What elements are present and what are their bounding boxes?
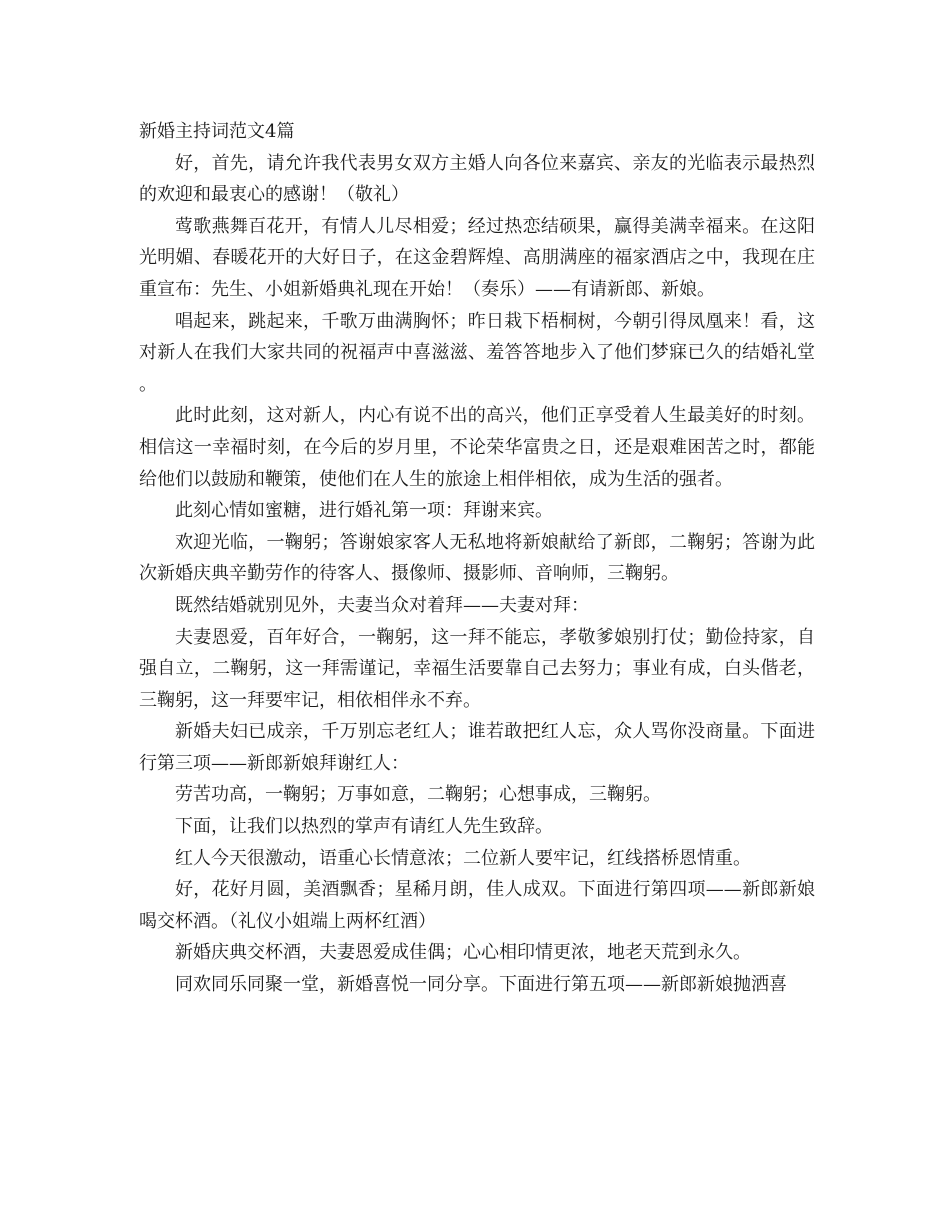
paragraph: 此时此刻，这对新人，内心有说不出的高兴，他们正享受着人生最美好的时刻。相信这一幸福时刻，在今后的岁月里，不论荣华富贵之日，还是艰难困苦之时，都能给他们以鼓励和鞭策，使他们在人生的旅途上相伴相依，成为生活的强者。 [139, 405, 815, 490]
paragraph: 夫妻恩爱，百年好合，一鞠躬，这一拜不能忘，孝敬爹娘别打仗；勤俭持家，自强自立，二鞠躬，这一拜需谨记，幸福生活要靠自己去努力；事业有成，白头偕老，三鞠躬，这一拜要牢记，相依相伴永不弃。 [139, 626, 815, 711]
paragraph: 好，首先，请允许我代表男女双方主婚人向各位来嘉宾、亲友的光临表示最热烈的欢迎和最衷心的感谢！（敬礼） [139, 152, 815, 206]
paragraph: 莺歌燕舞百花开，有情人儿尽相爱；经过热恋结硕果，赢得美满幸福来。在这阳光明媚、春暖花开的大好日子，在这金碧辉煌、高朋满座的福家酒店之中，我现在庄重宣布：先生、小姐新婚典礼现在开始！（奏乐）——有请新郎、新娘。 [139, 215, 815, 300]
paragraph: 同欢同乐同聚一堂，新婚喜悦一同分享。下面进行第五项——新郎新娘抛洒喜 [175, 974, 787, 996]
paragraph: 新婚夫妇已成亲，千万别忘老红人；谁若敢把红人忘，众人骂你没商量。下面进行第三项——新郎新娘拜谢红人： [139, 721, 815, 774]
paragraph: 新婚庆典交杯酒，夫妻恩爱成佳偶；心心相印情更浓，地老天荒到永久。 [175, 942, 751, 964]
paragraph: 下面，让我们以热烈的掌声有请红人先生致辞。 [175, 816, 553, 838]
paragraph: 唱起来，跳起来，千歌万曲满胸怀；昨日栽下梧桐树，今朝引得凤凰来！看，这对新人在我们大家共同的祝福声中喜滋滋、羞答答地步入了他们梦寐已久的结婚礼堂。 [139, 310, 815, 395]
document-body [139, 116, 815, 1001]
paragraph: 欢迎光临，一鞠躬；答谢娘家客人无私地将新娘献给了新郎，二鞠躬；答谢为此次新婚庆典辛勤劳作的待客人、摄像师、摄影师、音响师，三鞠躬。 [139, 531, 815, 585]
paragraph: 好，花好月圆，美酒飘香；星稀月朗，佳人成双。下面进行第四项——新郎新娘喝交杯酒。（礼仪小姐端上两杯红酒） [139, 879, 815, 932]
document-title: 新婚主持词范文4篇 [139, 121, 295, 142]
paragraph: 既然结婚就别见外，夫妻当众对着拜——夫妻对拜： [175, 594, 589, 616]
paragraph: 此刻心情如蜜糖，进行婚礼第一项：拜谢来宾。 [175, 500, 553, 522]
paragraph: 红人今天很激动，语重心长情意浓；二位新人要牢记，红线搭桥恩情重。 [175, 847, 751, 869]
paragraph: 劳苦功高，一鞠躬；万事如意，二鞠躬；心想事成，三鞠躬。 [175, 784, 661, 806]
